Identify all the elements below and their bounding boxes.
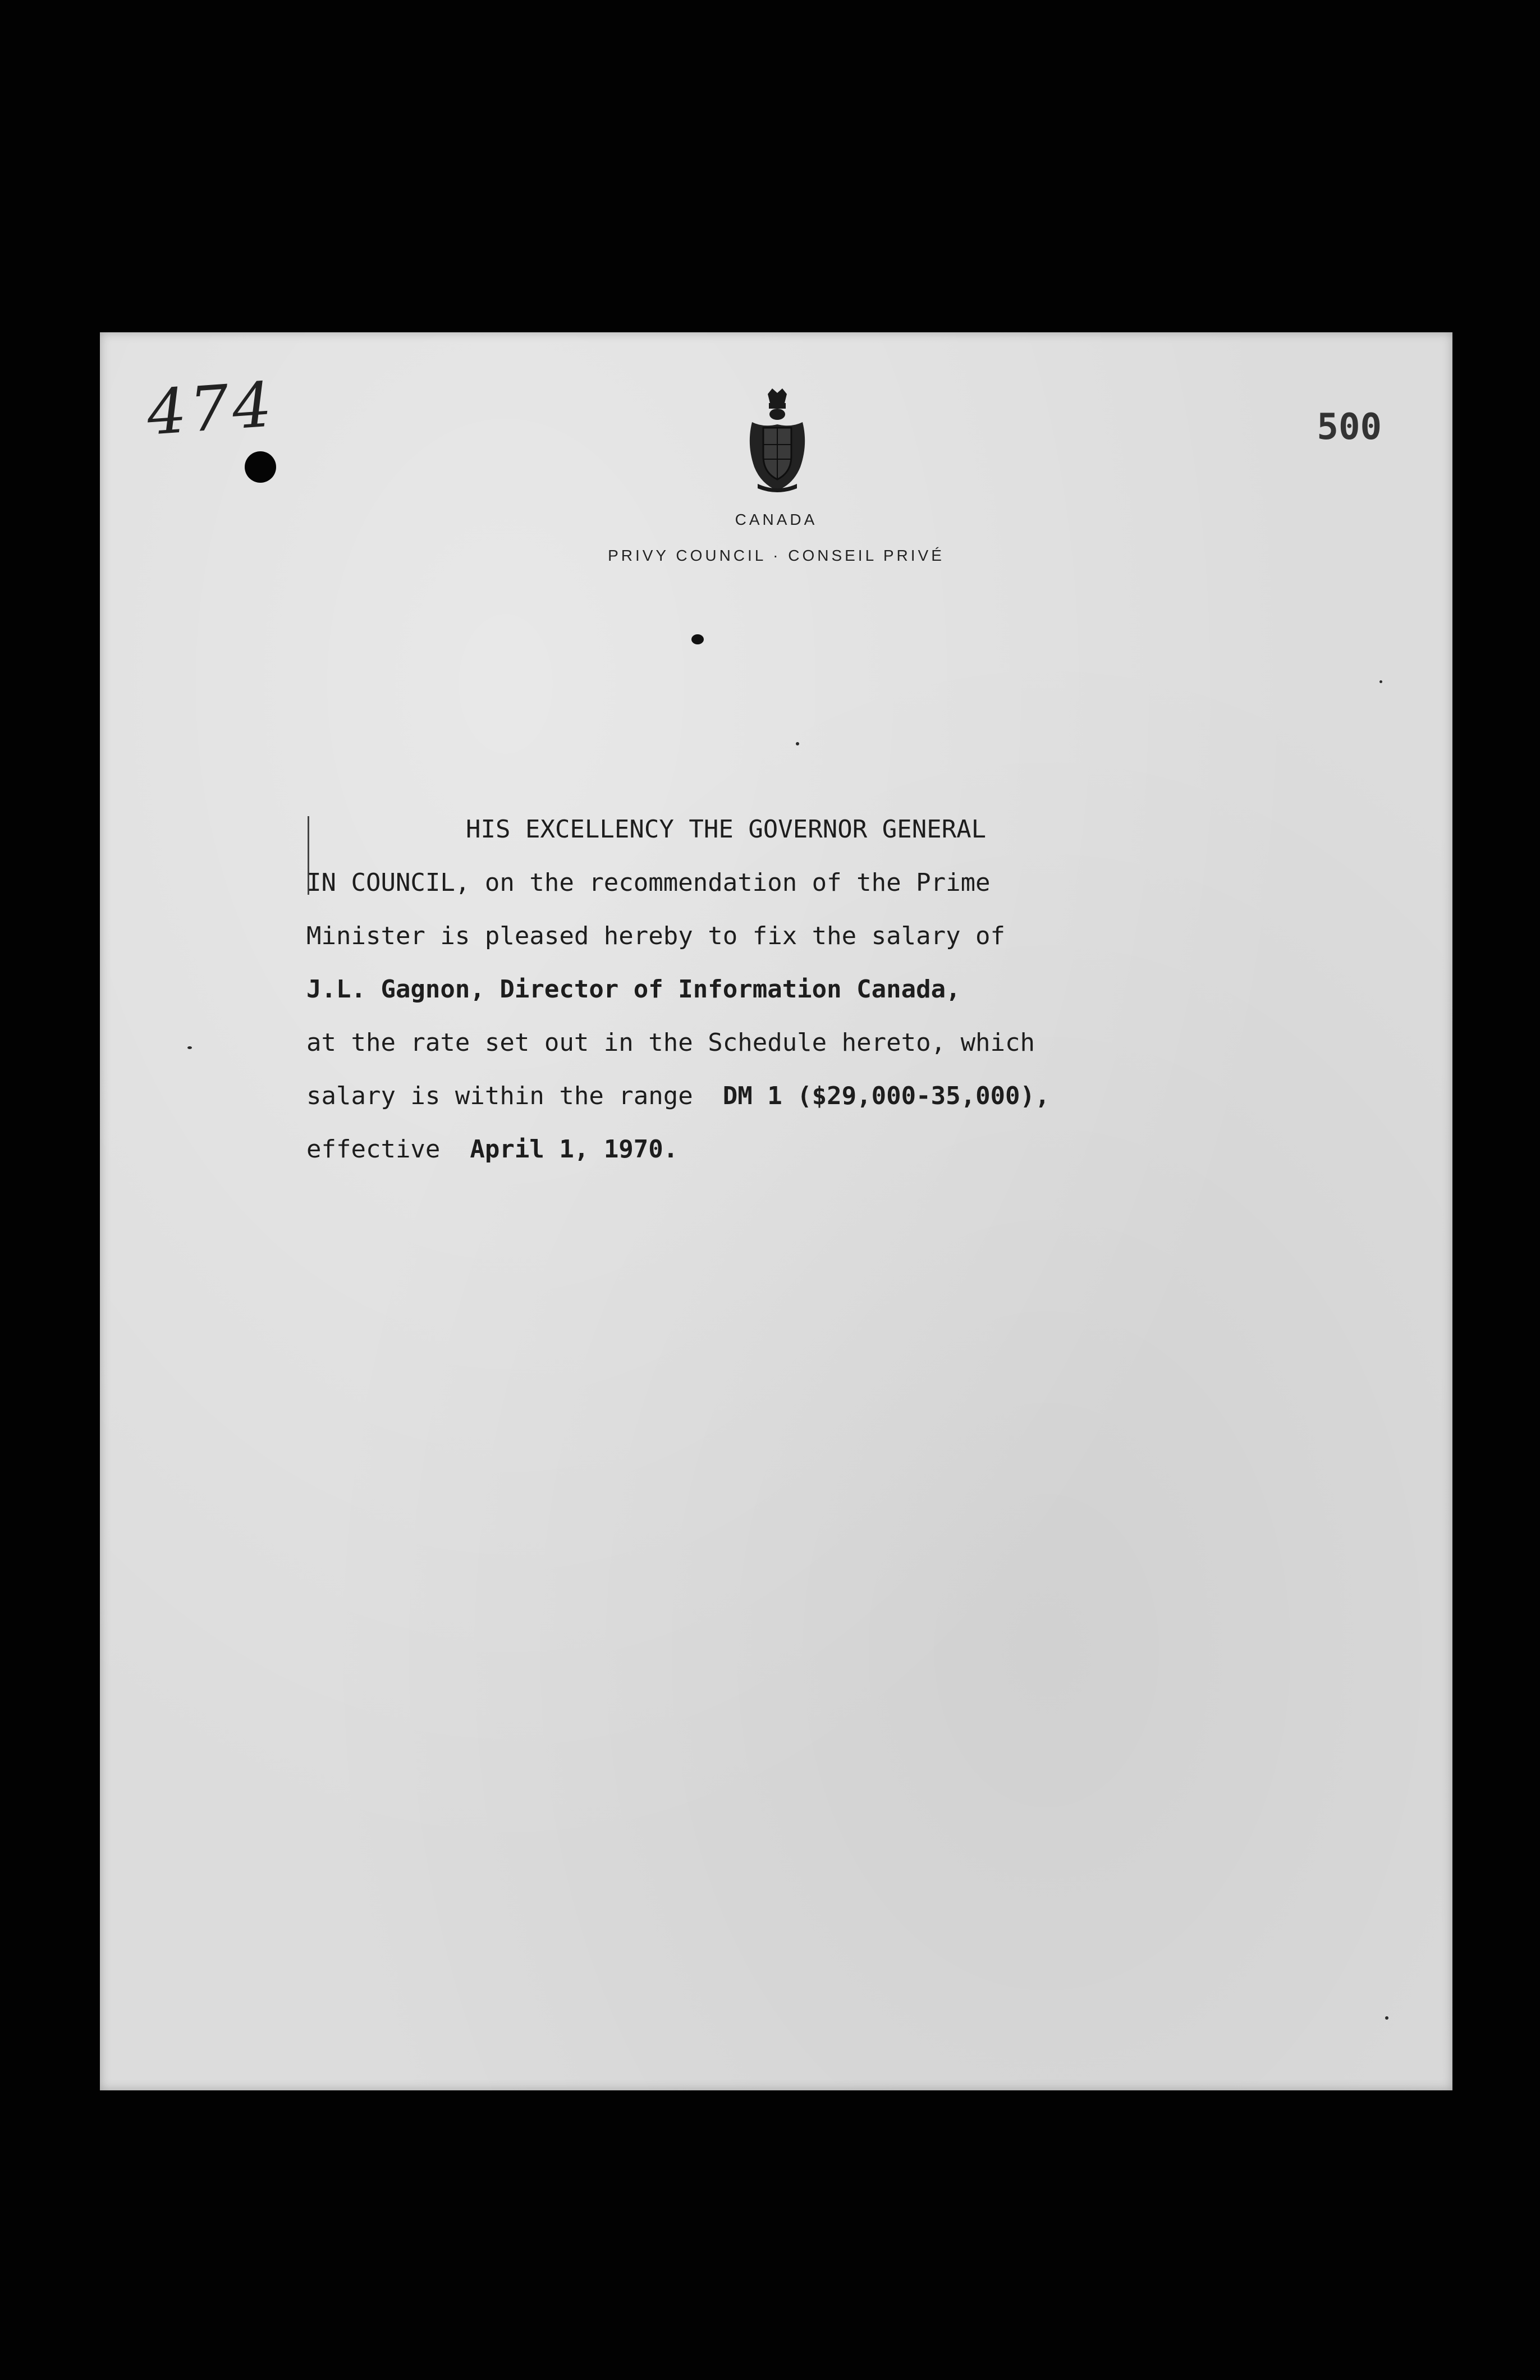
stamped-page-number: 500 — [1317, 406, 1382, 448]
order-in-council-text — [306, 815, 1317, 1188]
effective-prefix: effective — [306, 1135, 470, 1164]
document-page — [100, 332, 1452, 2090]
letterhead-country: CANADA — [735, 511, 818, 528]
text-line-2: IN COUNCIL, on the recommendation of the Prime — [306, 868, 991, 897]
letterhead-council: PRIVY COUNCIL · CONSEIL PRIVÉ — [608, 547, 945, 564]
text-line-1: HIS EXCELLENCY THE GOVERNOR GENERAL — [466, 815, 987, 844]
text-line-4: J.L. Gagnon, Director of Information Canada, — [306, 975, 961, 1004]
text-line-7 — [306, 1135, 1317, 1188]
text-line-3: Minister is pleased hereby to fix the salary of — [306, 922, 1006, 950]
ink-blot — [691, 634, 704, 644]
punch-hole — [245, 451, 276, 483]
paper-speck — [1385, 2016, 1388, 2020]
text-line-5: at the rate set out in the Schedule hereto, which — [306, 1028, 1035, 1057]
text-line-6 — [306, 1082, 1317, 1135]
paper-speck — [187, 1046, 192, 1049]
coat-of-arms-icon — [744, 388, 810, 495]
paper-speck — [1379, 680, 1382, 683]
salary-range: DM 1 ($29,000-35,000), — [722, 1082, 1050, 1110]
paper-speck — [796, 742, 799, 745]
effective-date: April 1, 1970. — [470, 1135, 679, 1164]
salary-range-prefix: salary is within the range — [306, 1082, 723, 1110]
handwritten-page-number: 474 — [144, 368, 278, 449]
